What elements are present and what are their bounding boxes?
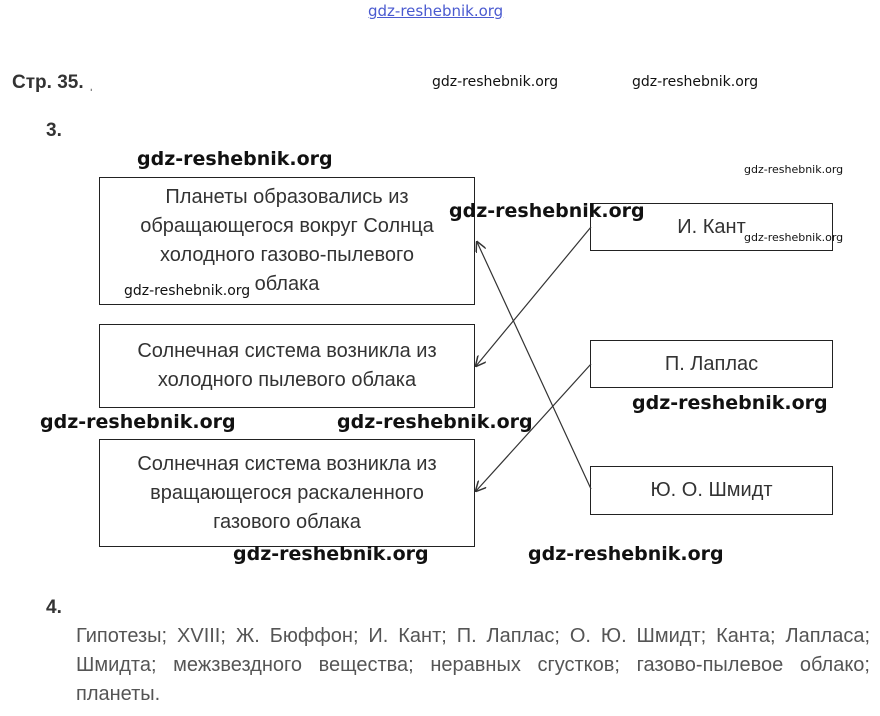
hypothesis-text-3: Солнечная система возникла из вращающегося раскаленного газового облака — [137, 452, 437, 533]
author-schmidt: Ю. О. Шмидт — [650, 479, 773, 501]
watermark: gdz-reshebnik.org — [137, 148, 333, 170]
hypothesis-text-2: Солнечная система возникла из холодного пылевого облака — [137, 340, 437, 391]
author-laplace: П. Лаплас — [664, 352, 759, 375]
author-kant: И. Кант — [677, 215, 746, 238]
watermark: gdz-reshebnik.org — [744, 163, 844, 176]
watermark-top[interactable]: gdz-reshebnik.org — [368, 2, 504, 20]
watermark: gdz-reshebnik.org — [233, 543, 429, 565]
arrow-kant-to-hypothesis-2 — [476, 227, 591, 366]
watermark: gdz-reshebnik.org — [40, 411, 236, 433]
arrow-schmidt-to-hypothesis-1 — [477, 242, 591, 489]
watermark: gdz-reshebnik.org — [337, 411, 533, 433]
watermark: gdz-reshebnik.org — [432, 74, 559, 90]
watermark: gdz-reshebnik.org — [124, 283, 251, 299]
watermark: gdz-reshebnik.org — [744, 231, 844, 244]
hypothesis-text-1: Планеты образовались из обращающегося вокруг Солнца холодного газово-пылевого облака — [140, 186, 434, 295]
page-label-mark: ˌ — [88, 75, 94, 91]
task-4-number: 4. — [46, 597, 62, 618]
page-label-text: Стр. 35. — [12, 72, 84, 93]
watermark: gdz-reshebnik.org — [632, 74, 759, 90]
watermark: gdz-reshebnik.org — [632, 392, 828, 414]
watermark: gdz-reshebnik.org — [528, 543, 724, 565]
watermark: gdz-reshebnik.org — [449, 200, 645, 222]
task-3-number: 3. — [46, 120, 62, 141]
task-4-answer-text: Гипотезы; XVIII; Ж. Бюффон; И. Кант; П. Лаплас; О. Ю. Шмидт; Канта; Лапласа; Шмидта; межзвездного вещества; неравных сгустков; газово-пылевое облако; планеты. — [76, 625, 870, 705]
